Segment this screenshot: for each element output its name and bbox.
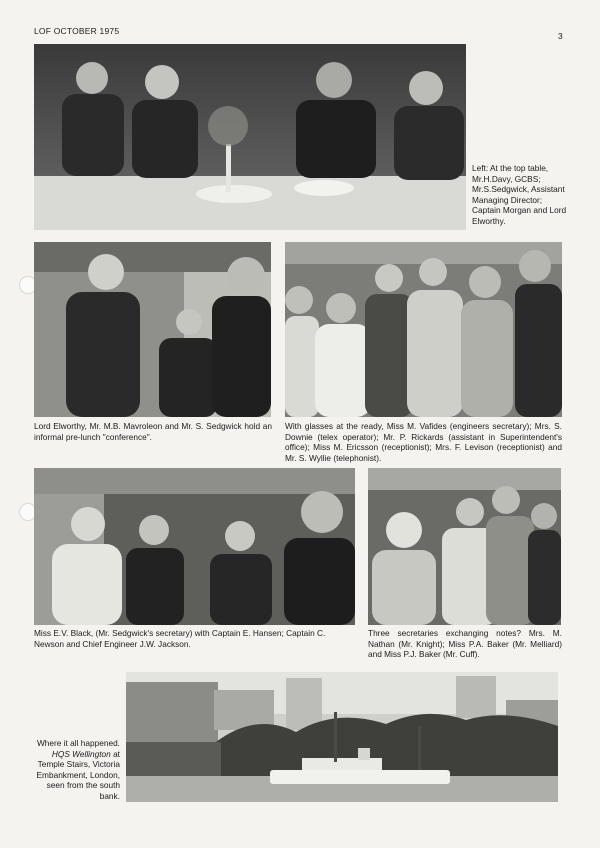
caption-embankment-intro: Where it all happened. bbox=[36, 738, 120, 748]
caption-pre-lunch: Lord Elworthy, Mr. M.B. Mavroleon and Mr. S. Sedgwick hold an informal pre-lunch "conference". bbox=[34, 421, 272, 442]
page-header-date: LOF OCTOBER 1975 bbox=[34, 26, 120, 36]
photo-pre-lunch bbox=[34, 242, 271, 417]
photo-embankment bbox=[126, 672, 558, 802]
caption-black-hansen: Miss E.V. Black, (Mr. Sedgwick's secretary) with Captain E. Hansen; Captain C. Newson and Chief Engineer J.W. Jackson. bbox=[34, 628, 326, 649]
photo-top-table bbox=[34, 44, 466, 230]
photo-secretaries bbox=[368, 468, 561, 625]
caption-embankment-rest: at Temple Stairs, Victoria Embankment, London, seen from the south bank. bbox=[36, 748, 120, 801]
caption-secretaries: Three secretaries exchanging notes? Mrs. M. Nathan (Mr. Knight); Miss P.A. Baker (Mr. Melliard) and Miss P.J. Baker (Mr. Cuff). bbox=[368, 628, 562, 660]
photo-black-hansen bbox=[34, 468, 355, 625]
photo-glasses bbox=[285, 242, 562, 417]
caption-glasses: With glasses at the ready, Miss M. Vafides (engineers secretary); Mrs. S. Downie (telex operator); Mr. P. Rickards (assistant in Superintendent's office); Miss M. Ericsson (receptionist); Mrs. F. Levison (receptionist) and Mr. S. Wyllie (telephonist). bbox=[285, 421, 562, 463]
caption-top-table: Left: At the top table, Mr.H.Davy, GCBS; Mr.S.Sedgwick, Assistant Managing Director; Captain Morgan and Lord Elworthy. bbox=[472, 163, 567, 226]
caption-embankment-ship: HQS Wellington bbox=[51, 748, 111, 759]
page-number: 3 bbox=[558, 31, 563, 41]
caption-embankment bbox=[34, 738, 120, 802]
